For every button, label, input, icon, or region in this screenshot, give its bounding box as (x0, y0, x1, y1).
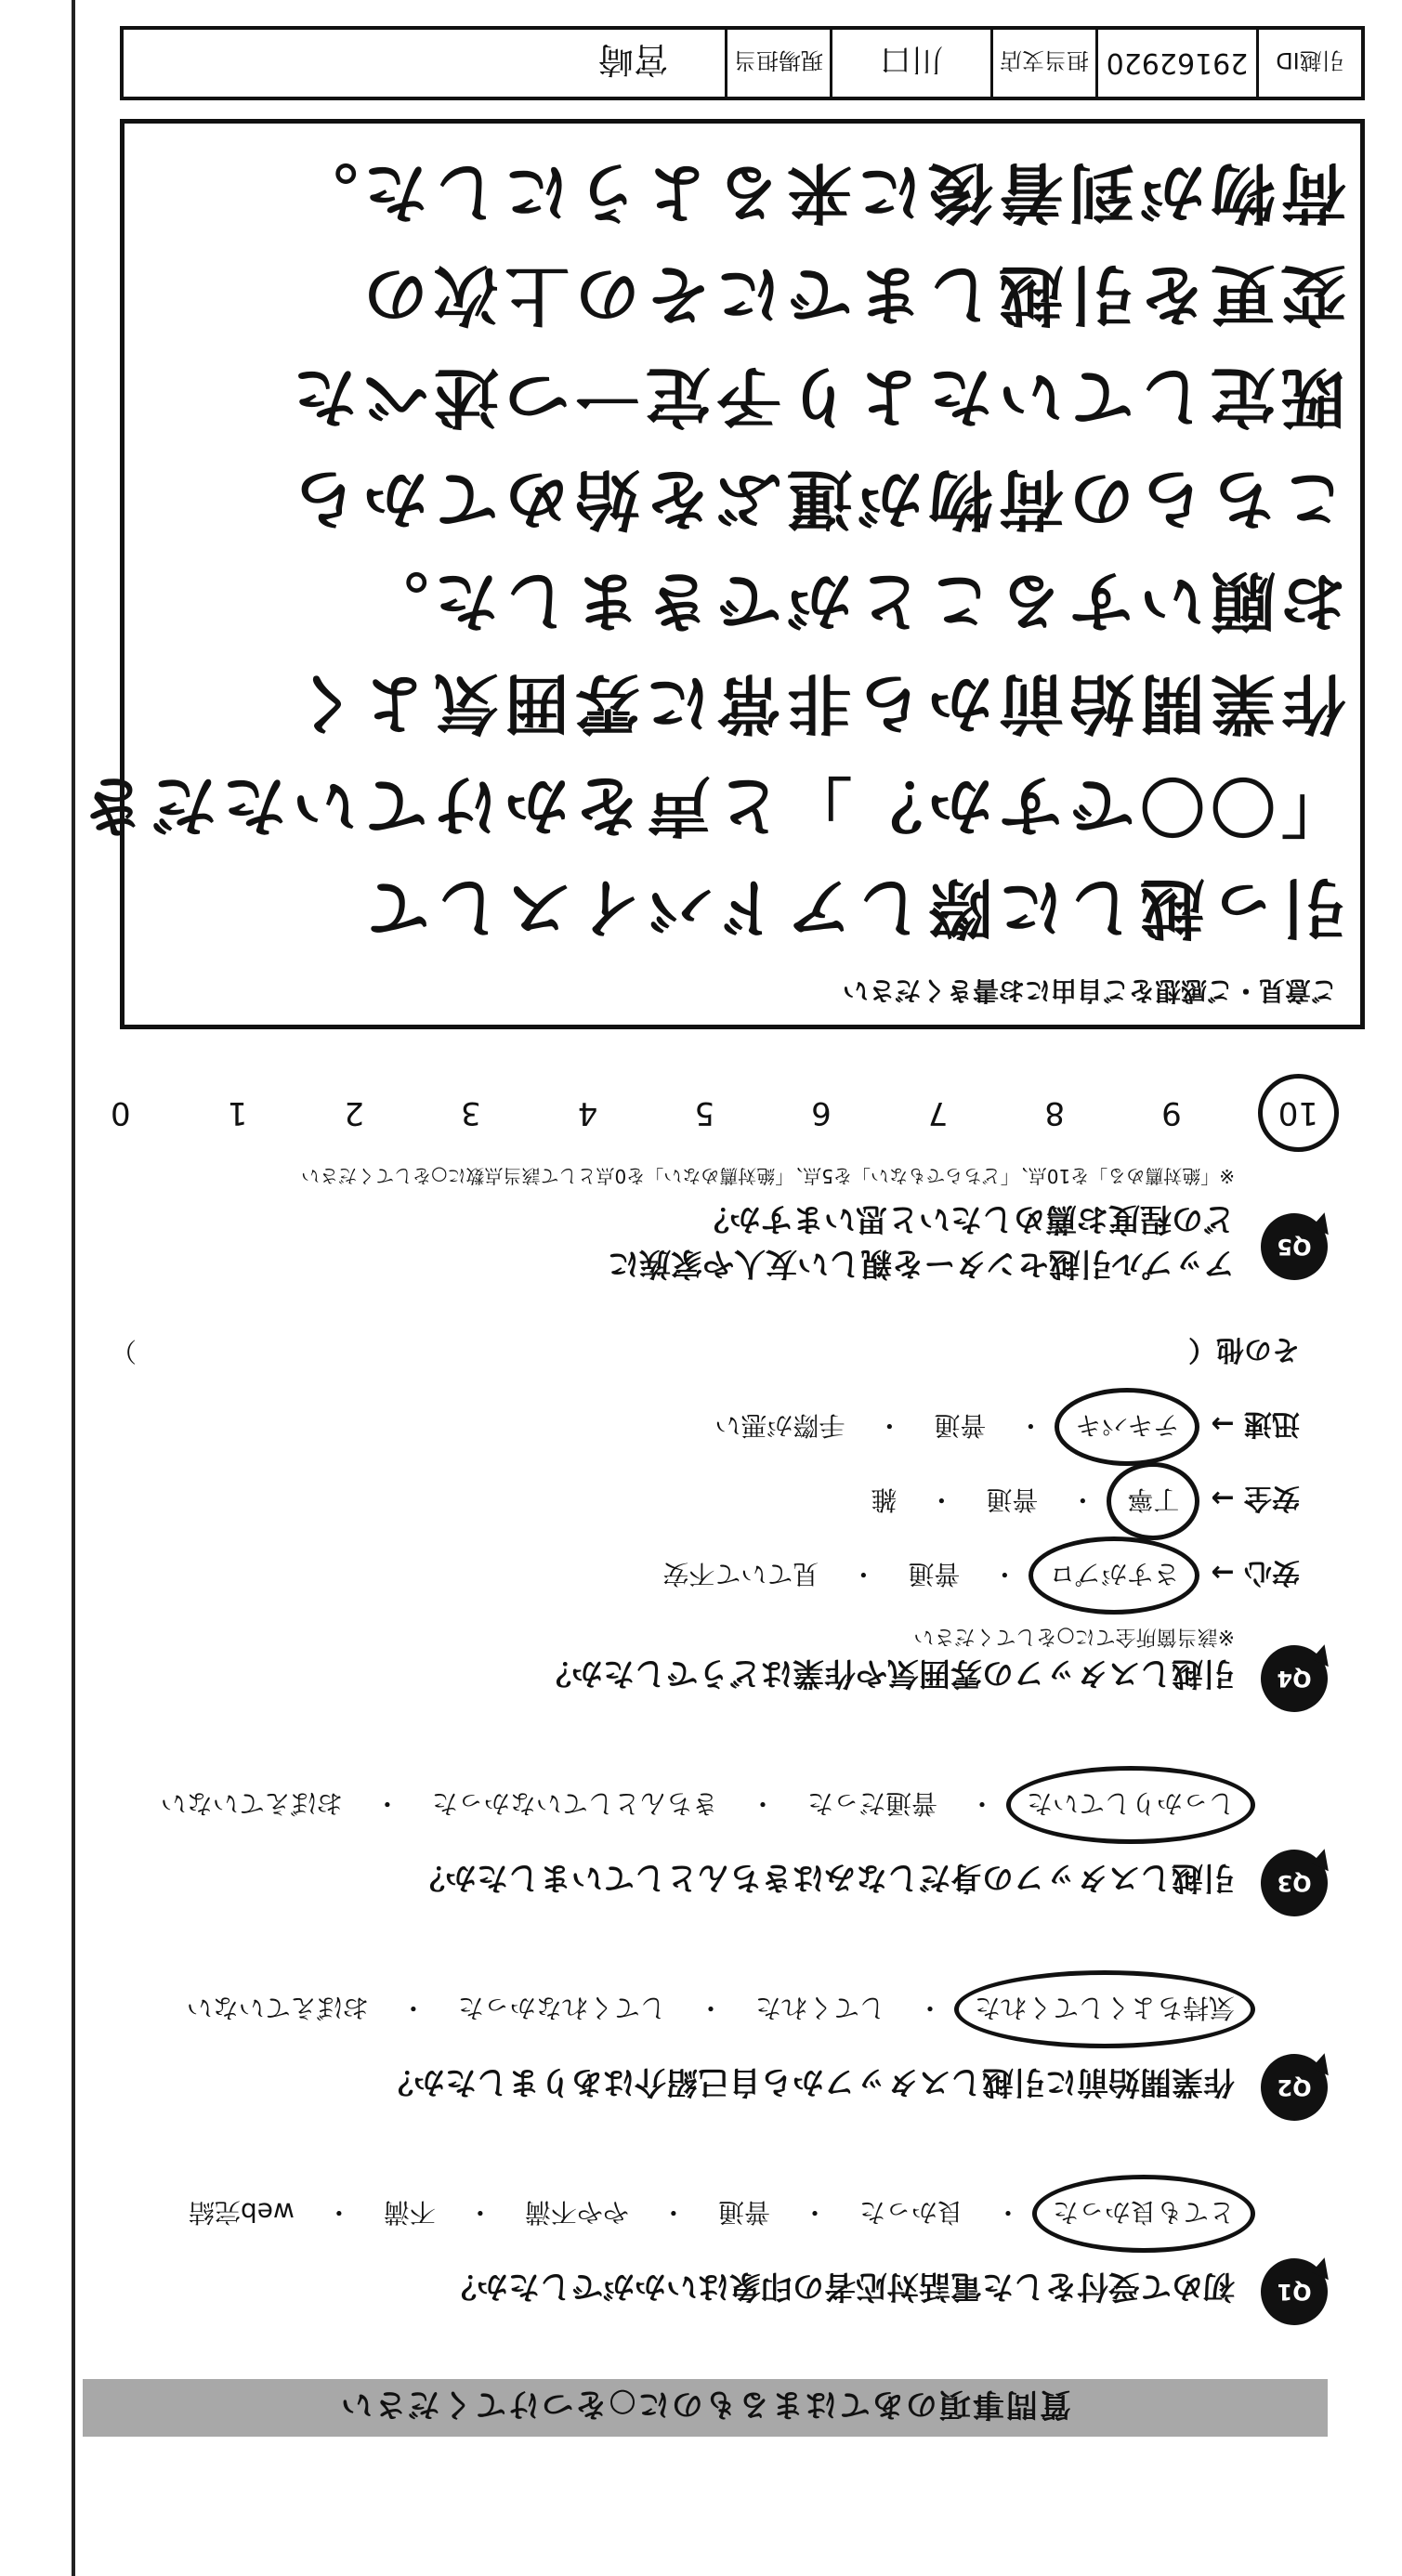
question-3 (120, 1731, 1328, 1916)
id-label-cell: 引越ID (1256, 30, 1361, 97)
q3-option-4[interactable]: おぼえていない (160, 1788, 343, 1819)
question-1 (120, 2139, 1328, 2325)
comment-line-3: 作業開始前から非常に雰囲気よく (287, 665, 1346, 741)
q5-score-5[interactable]: 5 (694, 1094, 715, 1131)
q1-text: 初めて受付をした電話対応者の印象はいかがでしたか？ (445, 2268, 1235, 2305)
q3-option-2[interactable]: 普通だった (806, 1788, 937, 1819)
q5-score-8[interactable]: 8 (1044, 1094, 1066, 1131)
q4-row-jinsoku-label: 迅速 → (1211, 1407, 1300, 1440)
q2-option-1[interactable]: 気持ちよくしてくれた (975, 1991, 1235, 2028)
q1-option-6[interactable]: web完結 (188, 2197, 295, 2228)
q5-score-1[interactable]: 1 (227, 1094, 248, 1131)
q4-row-anshin-option-3[interactable]: 見ていて不安 (662, 1559, 819, 1589)
q4-row-jinsoku-option-3[interactable]: 手際が悪い (714, 1410, 845, 1441)
q4-row-anzen-option-3[interactable]: 雑 (871, 1484, 898, 1515)
comment-line-8: 荷物が到着後に来るようにした。 (287, 154, 1346, 230)
q5-score-6[interactable]: 6 (811, 1094, 832, 1131)
id-table (120, 26, 1365, 100)
q4-row-anzen-option-2[interactable]: 普通 (986, 1484, 1039, 1515)
q4-row-anshin-label: 安心 → (1211, 1556, 1300, 1589)
q1-option-5[interactable]: 不満 (383, 2197, 436, 2228)
q4-row-anshin: 安心 → さすがプロ ・ 普通 ・ 見ていて不安 (662, 1555, 1300, 1596)
q2-number-badge: Q2 (1261, 2054, 1328, 2121)
q4-row-jinsoku-option-2[interactable]: 普通 (934, 1410, 987, 1441)
q1-option-2[interactable]: 良かった (858, 2197, 963, 2228)
comment-line-4: お願いすることができました。 (358, 563, 1346, 639)
q4-row-anshin-option-1[interactable]: さすがプロ (1049, 1557, 1179, 1594)
id-value-cell[interactable]: 29162920 (1095, 30, 1256, 97)
q1-option-3[interactable]: 普通 (717, 2197, 770, 2228)
page-edge (72, 0, 75, 2576)
q4-row-anzen-label: 安全 → (1211, 1482, 1300, 1514)
q2-options: 気持ちよくしてくれた ・ してくれた ・ してくれなかった ・ おぼえていない (187, 1991, 1235, 2028)
q5-text-line-2: どの程度お薦めしたいと思いますか？ (698, 1200, 1235, 1237)
q5-score-0[interactable]: 0 (111, 1094, 131, 1131)
q4-row-anzen: 安全 → 丁寧 ・ 普通 ・ 雑 (871, 1481, 1300, 1522)
leader-value-cell[interactable]: 宮崎 (597, 39, 669, 81)
question-4 (111, 1313, 1328, 1712)
q2-option-2[interactable]: してくれた (754, 1993, 885, 2023)
q4-row-anzen-option-1[interactable]: 丁寧 (1127, 1483, 1179, 1520)
q4-row-jinsoku: 迅速 → テキパキ ・ 普通 ・ 手際が悪い (714, 1406, 1300, 1447)
q5-score-scale (111, 1094, 1318, 1131)
q5-score-2[interactable]: 2 (344, 1094, 364, 1131)
q1-option-4[interactable]: やや不満 (524, 2197, 629, 2228)
branch-value-cell[interactable]: 川口 (830, 30, 990, 97)
leader-label-cell: 現場担当 (725, 30, 830, 97)
q4-row-jinsoku-option-1[interactable]: テキパキ (1075, 1408, 1179, 1445)
q3-option-3[interactable]: きちんとしていなかった (431, 1788, 718, 1819)
question-2 (120, 1935, 1328, 2121)
comment-line-1: 引っ越しに際しアドバイスして (360, 870, 1346, 946)
q4-row-anshin-option-2[interactable]: 普通 (908, 1559, 961, 1589)
comment-line-5: こちらの荷物が運ぶを始めてから (287, 461, 1346, 537)
q3-options: しっかりしていた ・ 普通だった ・ きちんとしていなかった ・ おぼえていない (161, 1786, 1235, 1824)
q2-text: 作業開始前に引越しスタッフから自己紹介はありましたか？ (382, 2063, 1235, 2100)
instruction-banner: 質問事項のあてはまるものに○をつけてください (83, 2379, 1328, 2437)
q4-note: ※該当箇所全てに○をしてください (913, 1625, 1235, 1648)
q3-option-1[interactable]: しっかりしていた (1027, 1786, 1235, 1824)
q5-score-4[interactable]: 4 (577, 1094, 598, 1131)
q1-option-1[interactable]: とても良かった (1053, 2195, 1235, 2232)
q4-number-badge: Q4 (1261, 1645, 1328, 1712)
q5-score-3[interactable]: 3 (461, 1094, 481, 1131)
q5-score-9[interactable]: 9 (1161, 1094, 1182, 1131)
q2-option-4[interactable]: おぼえていない (186, 1993, 369, 2023)
branch-label-cell: 担当支店 (990, 30, 1095, 97)
q4-other-close: ） (111, 1336, 138, 1366)
comment-line-7: 変更を引越しまでにその上次の (358, 256, 1346, 333)
q1-options: とても良かった ・ 良かった ・ 普通 ・ やや不満 ・ 不満 ・ web完結 (189, 2195, 1235, 2232)
q1-number-badge: Q1 (1261, 2258, 1328, 2325)
q4-other-label: その他（ (1188, 1333, 1300, 1366)
question-5 (120, 1131, 1328, 1289)
q5-score-7[interactable]: 7 (927, 1094, 949, 1131)
comment-line-6: 既定していたより予定一つ述べた (287, 359, 1346, 435)
q3-number-badge: Q3 (1261, 1850, 1328, 1916)
comment-title: ご意見・ご感想をご自由にお書きください (842, 975, 1337, 1006)
q5-note: ※「絶対薦める」を10点、「どちらでもない」を5点、「絶対薦めない」を0点として該当点数に○をしてください (301, 1165, 1235, 1187)
comment-line-2: 「〇〇ですか？」と声をかけていただき (75, 767, 1346, 843)
q2-option-3[interactable]: してくれなかった (457, 1993, 666, 2023)
q4-text: 引越しスタッフの雰囲気や作業はどうでしたか？ (540, 1654, 1235, 1692)
q5-number-badge: Q5 (1261, 1213, 1328, 1280)
q4-other (111, 1332, 1300, 1373)
q3-text: 引越しスタッフの身だしなみはきちんとしていましたか？ (413, 1859, 1235, 1896)
q5-score-10[interactable]: 10 (1278, 1094, 1318, 1131)
q5-text-line-1: アップル引越センターを親しい友人や家族に (608, 1245, 1235, 1282)
